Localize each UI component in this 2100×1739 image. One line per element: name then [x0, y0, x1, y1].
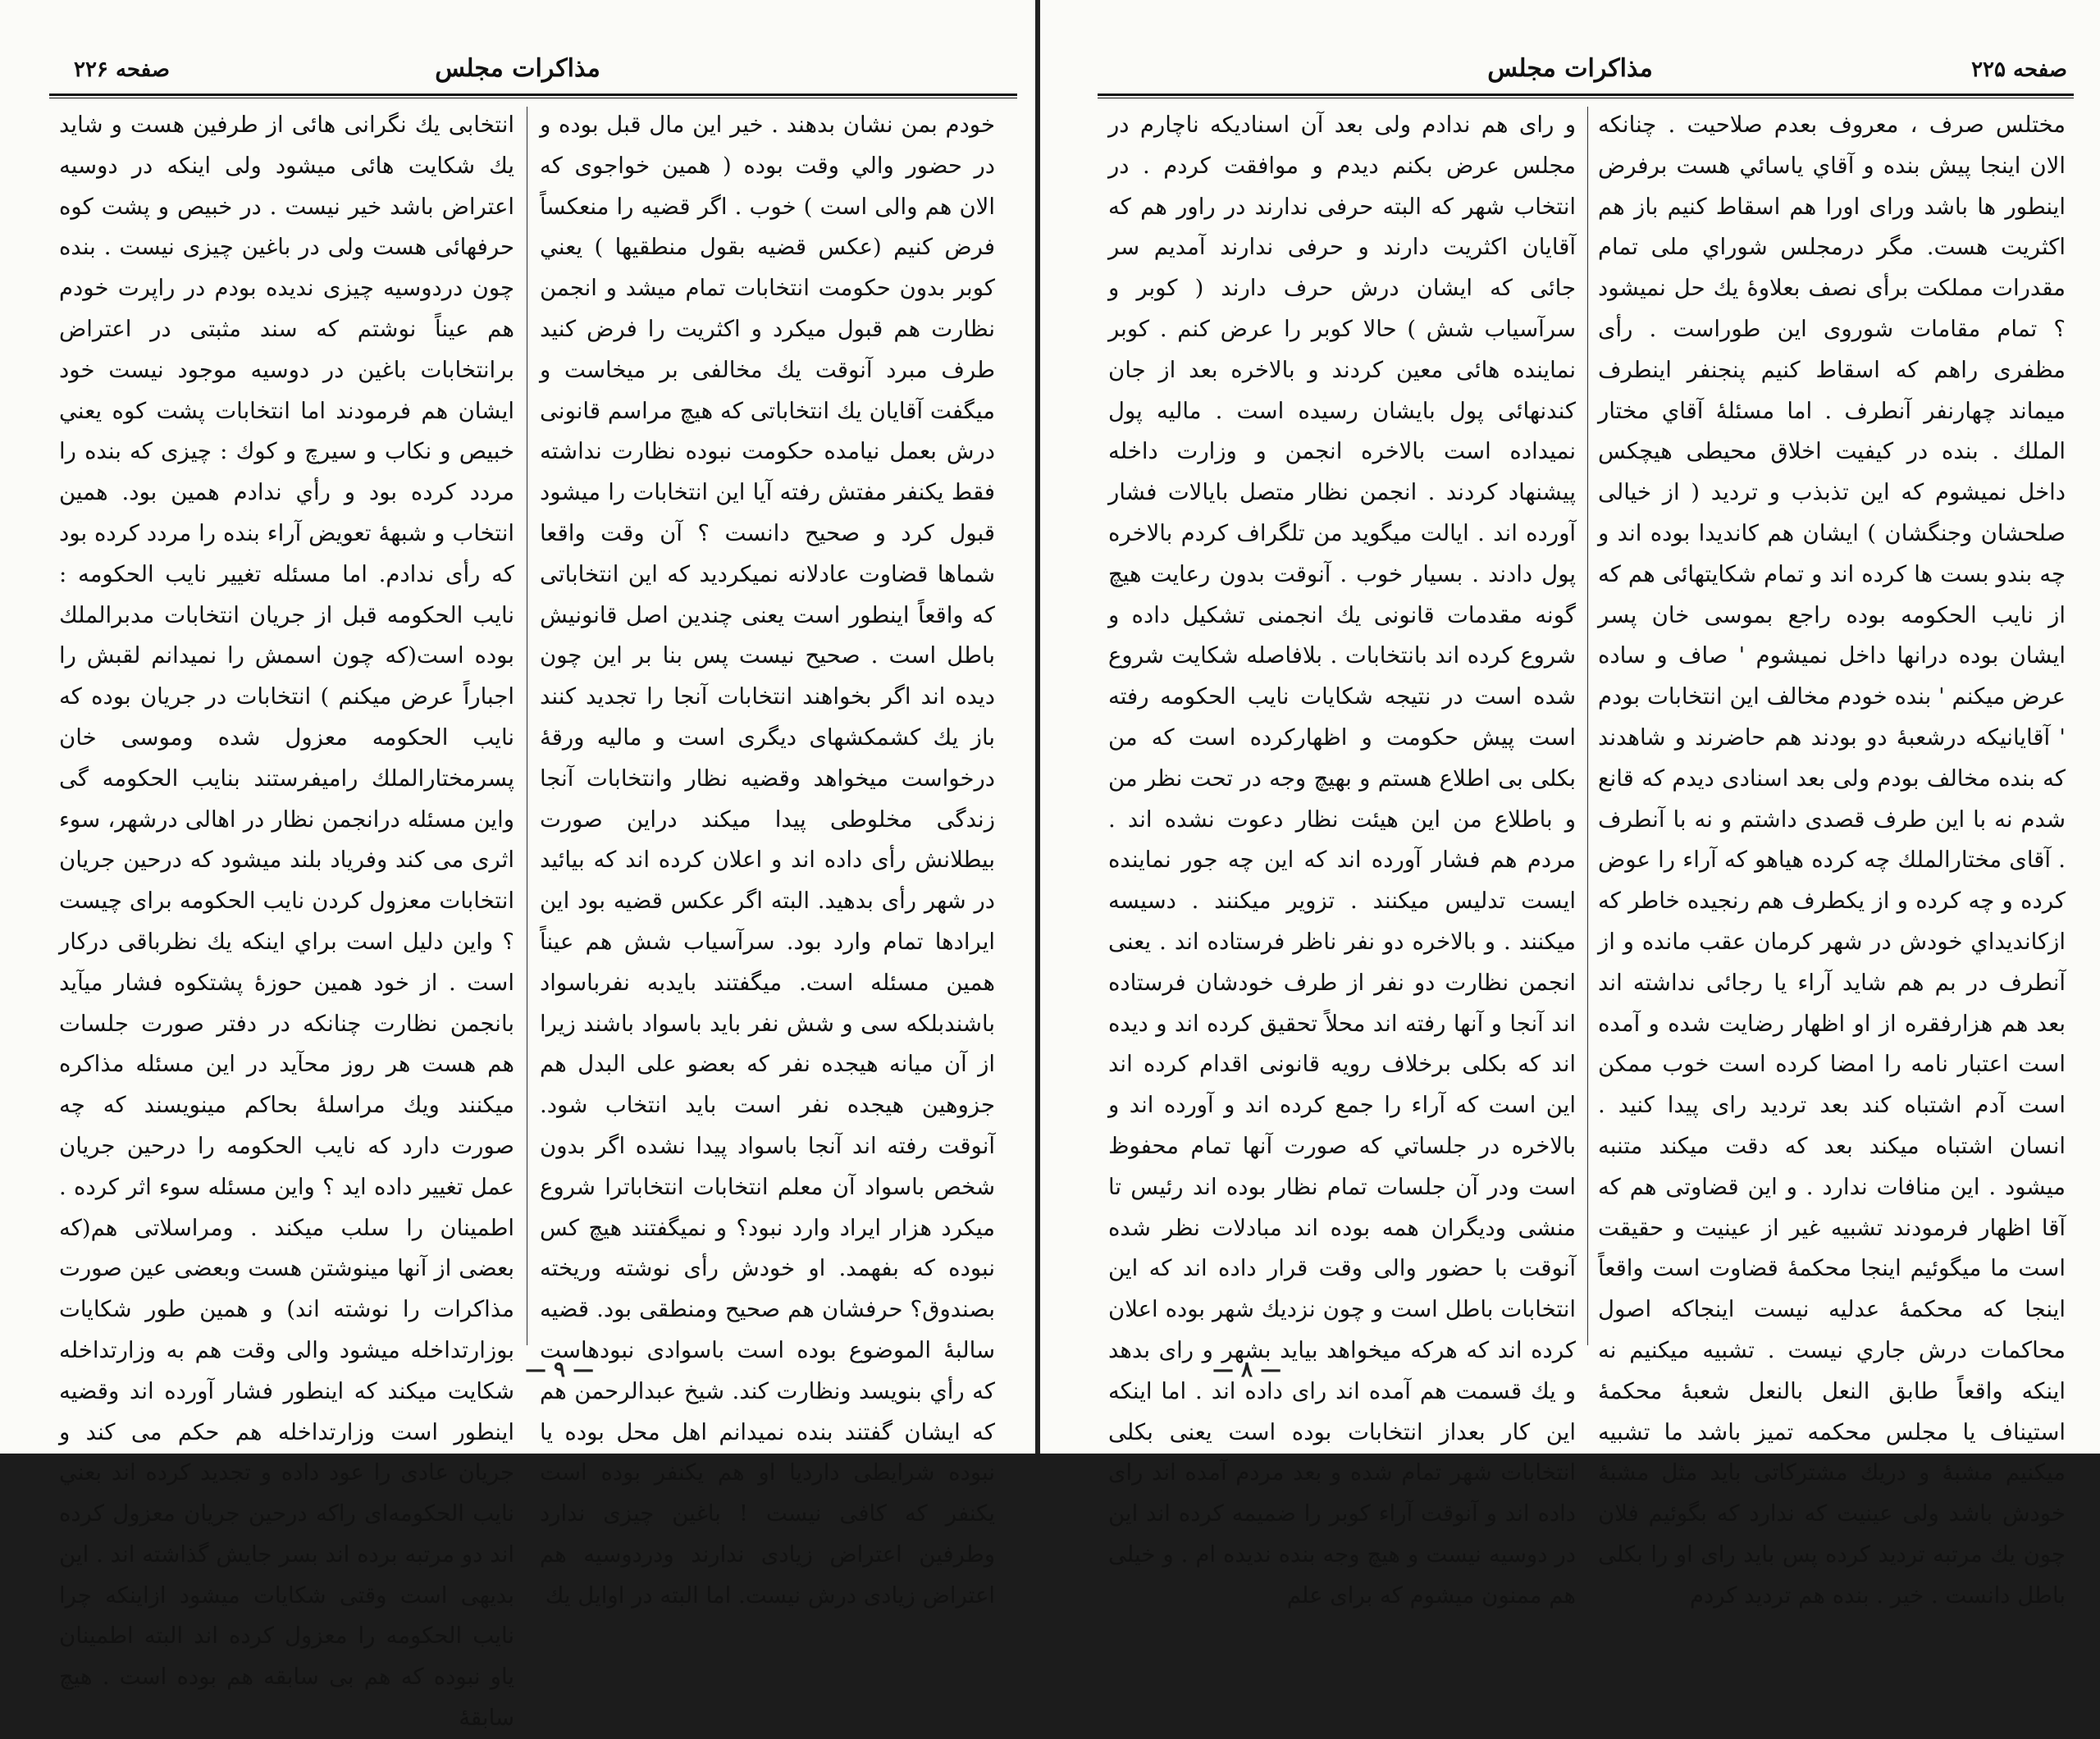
column-text: خودم بمن نشان بدهند . خیر این مال قبل بوده و در حضور والي وقت بوده ( همین خواجوی که الان هم والی است ) خوب . اگر قضیه را منعکساً فرض کنیم (عکس قضیه بقول منطقیها ) یعني کوبر بدون حکومت انتخابات تمام میشد و انجمن نظارت هم قبول میکرد و اکثریت را فرض کنید طرف مبرد آنوقت یك مخالفی بر میخاست و میگفت آقایان یك انتخاباتی که هیچ مراسم قانونی درش بعمل نیامده حکومت نبوده نظارت نداشته فقط یکنفر مفتش رفته آیا این انتخابات را میشود قبول کرد و صحیح دانست ؟ آن وقت واقعا شماها قضاوت عادلانه نمیکردید که این انتخاباتی که واقعاً اینطور است یعنی چندین اصل قانونیش باطل است . صحیح نیست پس بنا بر این چون دیده اند اگر بخواهند انتخابات آنجا را تجدید کنند باز یك کشمکشهای دیگری است و مالیه ورقهٔ درخواست میخواهد وقضیه نظار وانتخابات آنجا زندگی مخلوطی پیدا میکند دراین صورت بیطلانش رأی داده اند و اعلان کرده اند که بیائید در شهر رأی بدهید. البته اگر عکس قضیه بود این ایرادها تمام وارد بود. سرآسیاب شش هم عیناً همین مسئله است. میگفتند بایدبه نفرباسواد باشندبلکه سی و شش نفر باید باسواد باشند زیرا از آن میانه هیجده نفر که بعضو علی البدل هم جزوهین هیجده نفر است باید انتخاب شود. آنوقت رفته اند آنجا باسواد پیدا نشده اگر بدون شخص باسواد آن معلم انتخابات انتخاباترا شروع میکرد هزار ایراد وارد نبود؟ و نمیگفتند هیچ کس نبوده که بفهمد. او خودش رأی نوشته وریخته بصندوق؟ حرفشان هم صحیح ومنطقی بود. قضیه سالبهٔ الموضوع بوده است باسوادی نبودهاست که رأي بنویسد ونظارت کند. شیخ عبدالرحمن هم که ایشان گفتند بنده نمیدانم اهل محل بوده یا نبوده شرایطی داردیا او هم یکنفر بوده است یکنفر که کافی نیست ! باغین چیزی ندارد وطرفین اعتراض زیادی ندارند ودردوسیه هم اعتراض زیادی درش نیست. اما البته در اوایل یك [540, 112, 995, 1609]
page-number: صفحه ۲۲۶ [74, 57, 170, 82]
page-header [0, 52, 1035, 90]
text-column-left [1108, 105, 1576, 1609]
page-footer-number: — ۸ — [1212, 1358, 1282, 1382]
column-text: مختلس صرف ، معروف بعدم صلاحیت . چنانکه الان اینجا پیش بنده و آقاي ياسائي هست برفرض اینطور ها باشد ورای اورا هم اسقاط کنیم باز هم اکثریت هست. مگر درمجلس شوراي ملی تمام مقدرات مملکت برأی نصف بعلاوهٔ یك حل نمیشود ؟ تمام مقامات شوروی این طوراست . رأی مظفری راهم که اسقاط کنیم پنجنفر اینطرف میماند چهارنفر آنطرف . اما مسئلهٔ آقاي مختار الملك . بنده در کیفیت اخلاق محیطی هیچکس داخل نمیشوم که این تذبذب و تردید ( از خیالی صلحشان وجنگشان ) ایشان هم کاندیدا بوده اند و چه بندو بست ها کرده اند و تمام شکایتهائی هم که از نایب الحکومه بوده راجع بموسی خان پسر ایشان بوده درانها داخل نمیشوم ' صاف و ساده عرض میکنم ' بنده خودم مخالف این انتخابات بودم ' آقایانیکه درشعبهٔ دو بودند هم حاضرند و شاهدند که بنده مخالف بودم ولی بعد اسنادی دیدم که قانع شدم نه با این طرف قصدی داشتم و نه با آنطرف . آقای مختارالملك چه کرده هیاهو که آراء را عوض کرده و چه کرده و از یکطرف هم رنجیده خاطر که ازکاندیداي خودش در شهر کرمان عقب مانده و از آنطرف در بم هم شاید آراء یا رجائی نداشته اند بعد هم هزارفقره از او اظهار رضایت شده و آمده است اعتبار نامه را امضا کرده است خوب ممکن است آدم اشتباه کند بعد تردید رای پیدا کنید . انسان اشتباه میکند بعد که دقت میکند متنبه میشود . این منافات ندارد . و این قضاوتی هم که آقا اظهار فرمودند تشبیه غیر از عینیت و حقیقت است ما میگوئیم اینجا محکمهٔ قضاوت است واقعاً اینجا که محکمهٔ عدلیه نیست اینجاکه اصول محاکمات درش جاري نیست . تشبیه میکنیم نه اینکه واقعاً طابق النعل بالنعل شعبهٔ محکمهٔ استیناف یا مجلس محکمه تمیز باشد ما تشبیه میکنیم مشبهٔ و دریك مشترکاتی باید مثل مشبهٔ خودش باشد ولی عینیت که ندارد که بگوئیم فلان چون یك مرتبه تردید کرده پس باید رای او را بکلی باطل دانست . خیر . بنده هم تردید کردم [1598, 112, 2066, 1609]
text-column-right [540, 105, 995, 1609]
page-225 [1040, 0, 2100, 1609]
page-number: صفحه ۲۲۵ [1971, 57, 2067, 82]
page-226 [0, 0, 1035, 1732]
header-rule [1098, 94, 2074, 96]
text-column-right [1598, 105, 2066, 1609]
page-footer-number: — ۹ — [525, 1358, 595, 1382]
page-title: مذاکرات مجلس [1487, 54, 1653, 83]
page-header [1040, 52, 2100, 90]
column-divider [1587, 107, 1588, 1345]
header-rule [49, 94, 1017, 96]
column-text: و رای هم ندادم ولی بعد آن اسنادیکه ناچارم در مجلس عرض بکنم دیدم و موافقت کردم . در انتخاب شهر که البته حرفی ندارند در راور هم که آقایان اکثریت دارند و حرفی ندارند آمدیم سر جائی که ایشان درش حرف دارند ( کوبر و سرآسیاب شش ) حالا کوبر را عرض کنم . کوبر نماینده هائی معین کردند و بالاخره بعد از جان کندنهائی پول بایشان رسیده است . مالیه پول نمیداده است بالاخره انجمن و وزارت داخله پیشنهاد کردند . انجمن نظار متصل بایالات فشار آورده اند . ایالت میگوید من تلگراف کردم بالاخره پول دادند . بسیار خوب . آنوقت بدون رعایت هیچ گونه مقدمات قانونی یك انجمنی تشکیل داده و شروع کرده اند بانتخابات . بلافاصله شکایت شروع شده است در نتیجه شکایات نایب الحکومه رفته است پیش حکومت و اظهارکرده است که من بکلی بی اطلاع هستم و بهیچ وجه در تحت نظر من و باطلاع من این هیئت نظار دعوت نشده اند . مردم هم فشار آورده اند که این چه جور نماینده ایست تدلیس میکنند . تزویر میکنند . دسیسه میکنند . و بالاخره دو نفر ناظر فرستاده اند . یعنی انجمن نظارت دو نفر از طرف خودشان فرستاده اند آنجا و آنها رفته اند محلاً تحقیق کرده اند و دیده اند که بکلی برخلاف رویه قانونی اقدام کرده اند این است که آراء را جمع کرده اند و آورده اند و بالاخره در جلساتي که صورت آنها تمام محفوظ است ودر آن جلسات تمام نظار بوده اند رئیس تا منشی ودیگران همه بوده اند مبادلات نظر شده آنوقت با حضور والی وقت قرار داده اند که این انتخابات باطل است و چون نزدیك شهر بوده اعلان کرده اند که هرکه میخواهد بیاید بشهر و رای بدهد و یك قسمت هم آمده اند رای داده اند . اما اینکه این کار بعداز انتخابات بوده است یعنی بکلی انتخابات شهر تمام شده و بعد مردم آمده اند رای داده اند و آنوقت آراء کوبر را ضمیمه کرده اند این در دوسیه نیست و هیچ وجه بنده ندیده ام . و خیلی هم ممنون میشوم که برای علم [1108, 112, 1576, 1609]
page-title: مذاکرات مجلس [435, 54, 600, 83]
column-text: انتخابی یك نگرانی هائی از طرفین هست و شاید یك شکایت هائی میشود ولی اینکه در دوسیه اعتراض باشد خیر نیست . در خبیص و پشت کوه حرفهائی هست ولی در باغین چیزی نیست . بنده چون دردوسیه چیزی ندیده بودم در راپرت خودم هم عیناً نوشتم که سند مثبتی در اعتراض برانتخابات باغین در دوسیه موجود نیست خود ایشان هم فرمودند اما انتخابات پشت کوه یعني خبیص و نکاب و سیرچ و کوك : چیزی که بنده را مردد کرده بود و رأي ندادم همین بود. همین انتخاب و شبههٔ تعویض آراء بنده را مردد کرده بود که رأی ندادم. اما مسئله تغییر نایب الحکومه : نایب الحکومه قبل از جریان انتخابات مدبرالملك بوده است(که چون اسمش را نمیدانم لقبش را اجباراً عرض میکنم ) انتخابات در جریان بوده که نایب الحکومه معزول شده وموسی خان پسرمختارالملك رامیفرستند بنایب الحکومه گی واین مسئله درانجمن نظار در اهالی درشهر، سوء اثری می کند وفریاد بلند میشود که درحین جریان انتخابات معزول کردن نایب الحکومه برای چیست ؟ واین دلیل است براي اینکه یك نظرباقی درکار است . از خود همین حوزهٔ پشتکوه فشار میآید بانجمن نظارت چنانکه در دفتر صورت جلسات هم هست هر روز محآید در این مسئله مذاکره میکنند ویك مراسلهٔ بحاکم مینویسند که چه صورت دارد که نایب الحکومه را درحین جریان عمل تغییر داده اید ؟ واین مسئله سوء اثر کرده . اطمینان را سلب میکند . ومراسلاتی هم(که بعضی از آنها مینوشتن هست وبعضی عین صورت مذاکرات را نوشته اند) و همین طور شکایات بوزارتداخله میشود والی وقت هم به وزارتداخله شکایت میکند که اینطور فشار آورده اند وقضیه اینطور است وزارتداخله هم حکم می کند و جریان عادی را عود داده و تجدید کرده اند بعني نایب الحکومه‌ای راکه درحین جریان معزول کرده اند دو مرتبه برده اند بسر جایش گذاشته اند . این بدیهی است وقتی شکایات میشود ازاینکه چرا نایب الحکومه را معزول کرده اند البته اطمینان یاو نبوده که هم بی سابقه هم بوده است . هیچ سابقهٔ [59, 112, 514, 1732]
text-column-left [59, 105, 514, 1732]
